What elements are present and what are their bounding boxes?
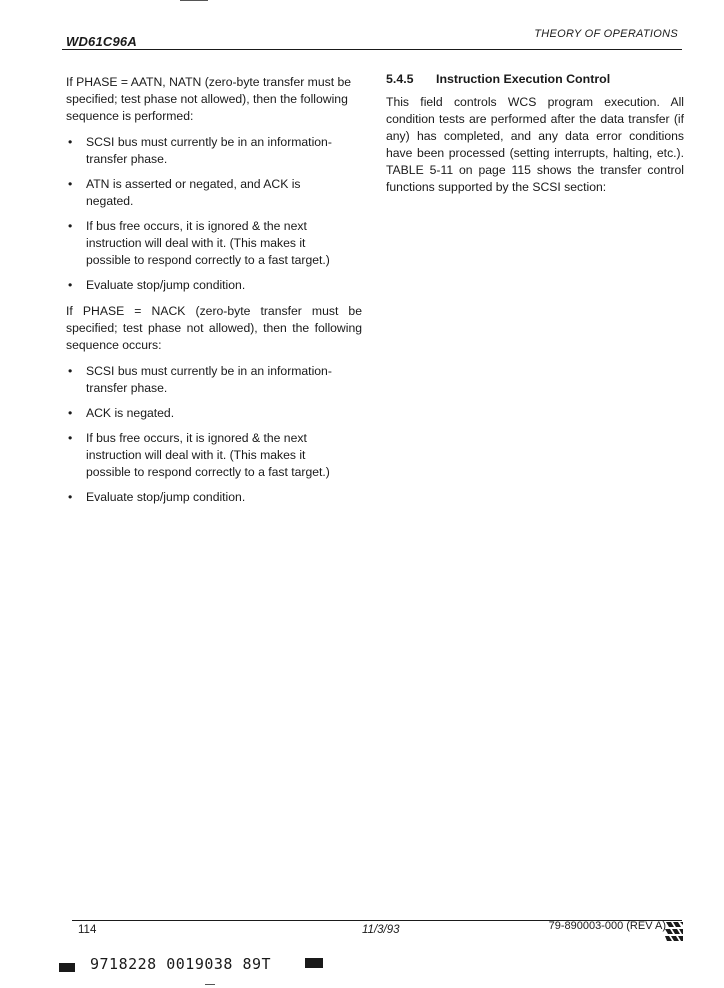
list-item: • If bus free occurs, it is ignored & the next instruction will deal with it. (This makes it possible to respond correctly to a fast target.) [68, 219, 330, 267]
list-item: • Evaluate stop/jump condition. [68, 278, 246, 292]
scan-tick-bottom [205, 984, 215, 985]
list-aatn-natn-steps [66, 134, 362, 294]
paragraph-aatn-natn: If PHASE = AATN, NATN (zero-byte transfer must be specified; test phase not allowed), then the following sequence is performed: [66, 75, 352, 123]
list-item: • SCSI bus must currently be in an information-transfer phase. [68, 364, 332, 395]
list-item: • If bus free occurs, it is ignored & the next instruction will deal with it. (This makes it possible to respond correctly to a fast target.) [68, 431, 330, 479]
header-rule [62, 49, 682, 50]
section-body: This field controls WCS program execution. All condition tests are performed after the data transfer (if any) has completed, and any data error conditions have been processed (setting interrupts, halting, etc.). TABLE 5-11 on page 115 shows the transfer control functions supported by the SCSI section: [386, 95, 684, 194]
bullet-glyph: • [68, 177, 73, 191]
page-number: 114 [78, 924, 97, 936]
bullet-glyph: • [68, 406, 73, 420]
footer-date: 11/3/93 [362, 924, 400, 936]
bullet-glyph: • [68, 219, 73, 233]
document-number: 79-890003-000 (REV A) [548, 920, 666, 932]
bullet-glyph: • [68, 490, 73, 504]
right-column [386, 71, 684, 205]
bullet-glyph: • [68, 364, 73, 378]
bullet-glyph: • [68, 431, 73, 445]
section-number: 5.4.5 [386, 72, 414, 86]
bullet-glyph: • [68, 278, 73, 292]
barcode-text: 9718228 0019038 89T [90, 955, 272, 973]
paragraph-nack: If PHASE = NACK (zero-byte transfer must be specified; test phase not allowed), then the following sequence occurs: [66, 304, 362, 352]
scan-mark-box-end [305, 958, 323, 968]
section-title: Instruction Execution Control [436, 72, 611, 86]
list-nack-steps [66, 363, 362, 506]
header-product-name: WD61C96A [66, 34, 137, 49]
bullet-glyph: • [68, 135, 73, 149]
wd-logo-icon [664, 920, 684, 942]
list-item: • ATN is asserted or negated, and ACK is negated. [68, 177, 301, 208]
header-section-title: THEORY OF OPERATIONS [534, 28, 678, 40]
list-item: • Evaluate stop/jump condition. [68, 490, 246, 504]
list-item: • ACK is negated. [68, 406, 175, 420]
list-item: • SCSI bus must currently be in an information-transfer phase. [68, 135, 332, 166]
left-column [66, 74, 362, 515]
section-heading [386, 71, 684, 88]
scan-tick-top [180, 0, 208, 1]
scan-mark-box [59, 963, 75, 972]
